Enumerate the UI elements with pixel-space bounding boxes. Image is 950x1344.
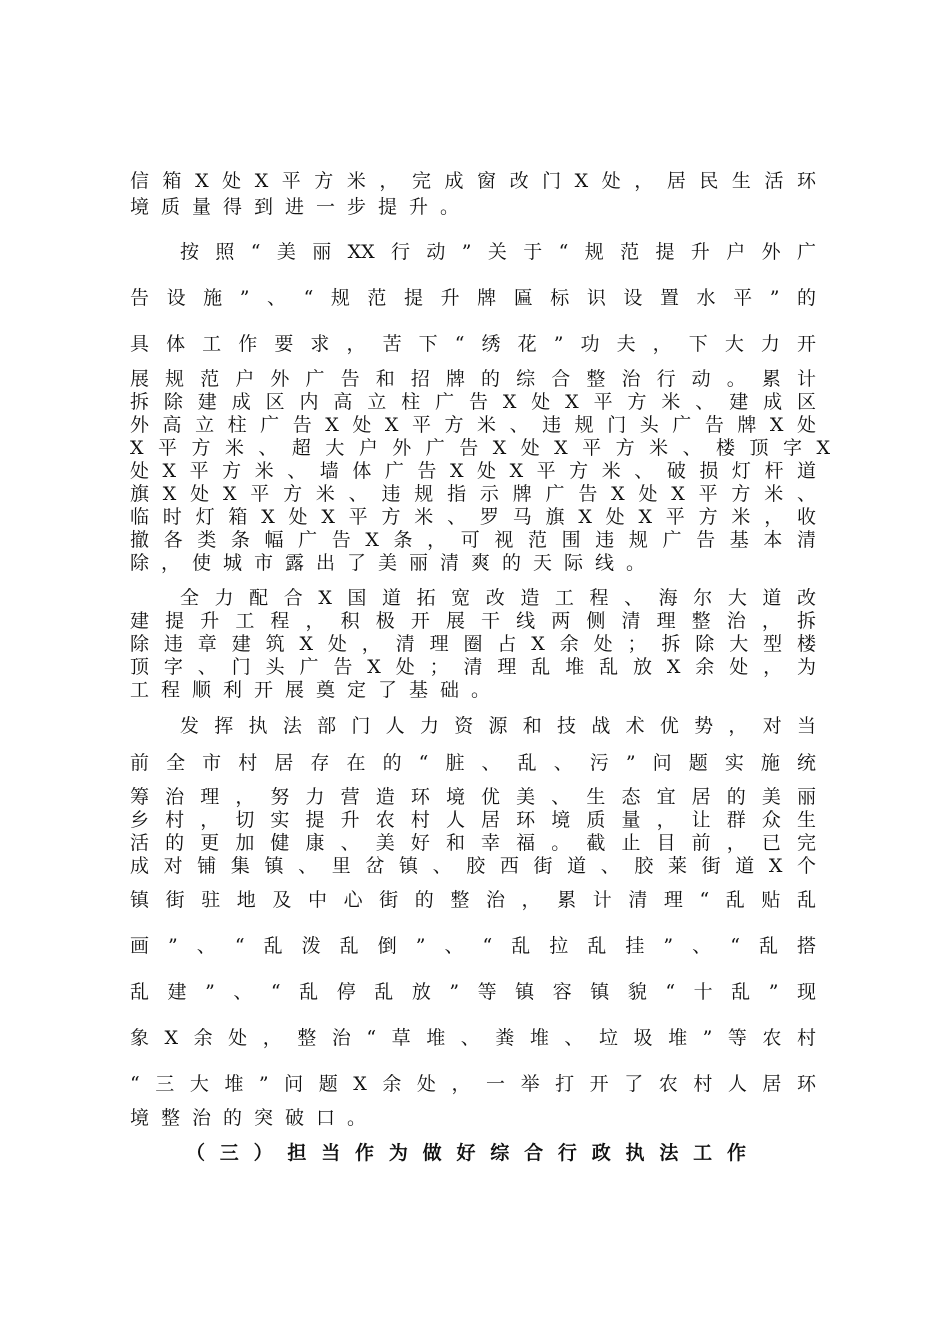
text-line: “三大堆”问题X余处，一举打开了农村人居环 — [130, 1073, 816, 1095]
text-line: 具体工作要求，苦下“绣花”功夫，下大力开 — [130, 333, 816, 355]
text-line: 境质量得到进一步提升。 — [130, 196, 472, 218]
text-line: 成对铺集镇、里岔镇、胶西街道、胶莱街道X个 — [130, 855, 816, 877]
text-line: 工程顺利开展奠定了基础。 — [130, 679, 503, 701]
text-line: 乱建”、“乱停乱放”等镇容镇貌“十乱”现 — [130, 981, 816, 1003]
text-line: 除违章建筑X处，清理圈占X余处；拆除大型楼 — [130, 633, 816, 655]
text-line: 撤各类条幅广告X条，可视范围违规广告基本清 — [130, 529, 816, 551]
text-line: X平方米、超大户外广告X处X平方米、楼顶字X — [130, 437, 830, 459]
text-line: 境整治的突破口。 — [130, 1107, 379, 1129]
text-line: 乡村，切实提升农村人居环境质量，让群众生 — [130, 809, 816, 831]
text-line: 临时灯箱X处X平方米、罗马旗X处X平方米，收 — [130, 506, 816, 528]
text-line: 建提升工程，积极开展干线两侧清理整治，拆 — [130, 610, 816, 632]
text-line: 顶字、门头广告X处；清理乱堆乱放X余处，为 — [130, 656, 816, 678]
text-line: 象X余处，整治“草堆、粪堆、垃圾堆”等农村 — [130, 1027, 816, 1049]
text-line: 信箱X处X平方米，完成窗改门X处，居民生活环 — [130, 170, 816, 192]
text-line: 告设施”、“规范提升牌匾标识设置水平”的 — [130, 287, 816, 309]
text-line: 活的更加健康、美好和幸福。截止目前，已完 — [130, 832, 816, 854]
text-line: 画”、“乱泼乱倒”、“乱拉乱挂”、“乱搭 — [130, 935, 816, 957]
text-line: 除，使城市露出了美丽清爽的天际线。 — [130, 552, 658, 574]
text-line: 外高立柱广告X处X平方米、违规门头广告牌X处 — [130, 414, 816, 436]
text-line: 前全市村居存在的“脏、乱、污”问题实施统 — [130, 752, 816, 774]
text-line: 处X平方米、墙体广告X处X平方米、破损灯杆道 — [130, 460, 816, 482]
text-line: 全力配合X国道拓宽改造工程、海尔大道改 — [180, 587, 816, 609]
text-line: 展规范户外广告和招牌的综合整治行动。累计 — [130, 368, 816, 390]
text-line: 按照“美丽XX行动”关于“规范提升户外广 — [180, 241, 816, 263]
text-line: 镇街驻地及中心街的整治，累计清理“乱贴乱 — [130, 889, 816, 911]
text-line: 拆除建成区内高立柱广告X处X平方米、建成区 — [130, 391, 816, 413]
text-line: 发挥执法部门人力资源和技战术优势，对当 — [180, 715, 816, 737]
text-line: 筹治理，努力营造环境优美、生态宜居的美丽 — [130, 786, 816, 808]
section-heading: （三）担当作为做好综合行政执法工作 — [186, 1142, 746, 1164]
text-line: 旗X处X平方米、违规指示牌广告X处X平方米、 — [130, 483, 816, 505]
